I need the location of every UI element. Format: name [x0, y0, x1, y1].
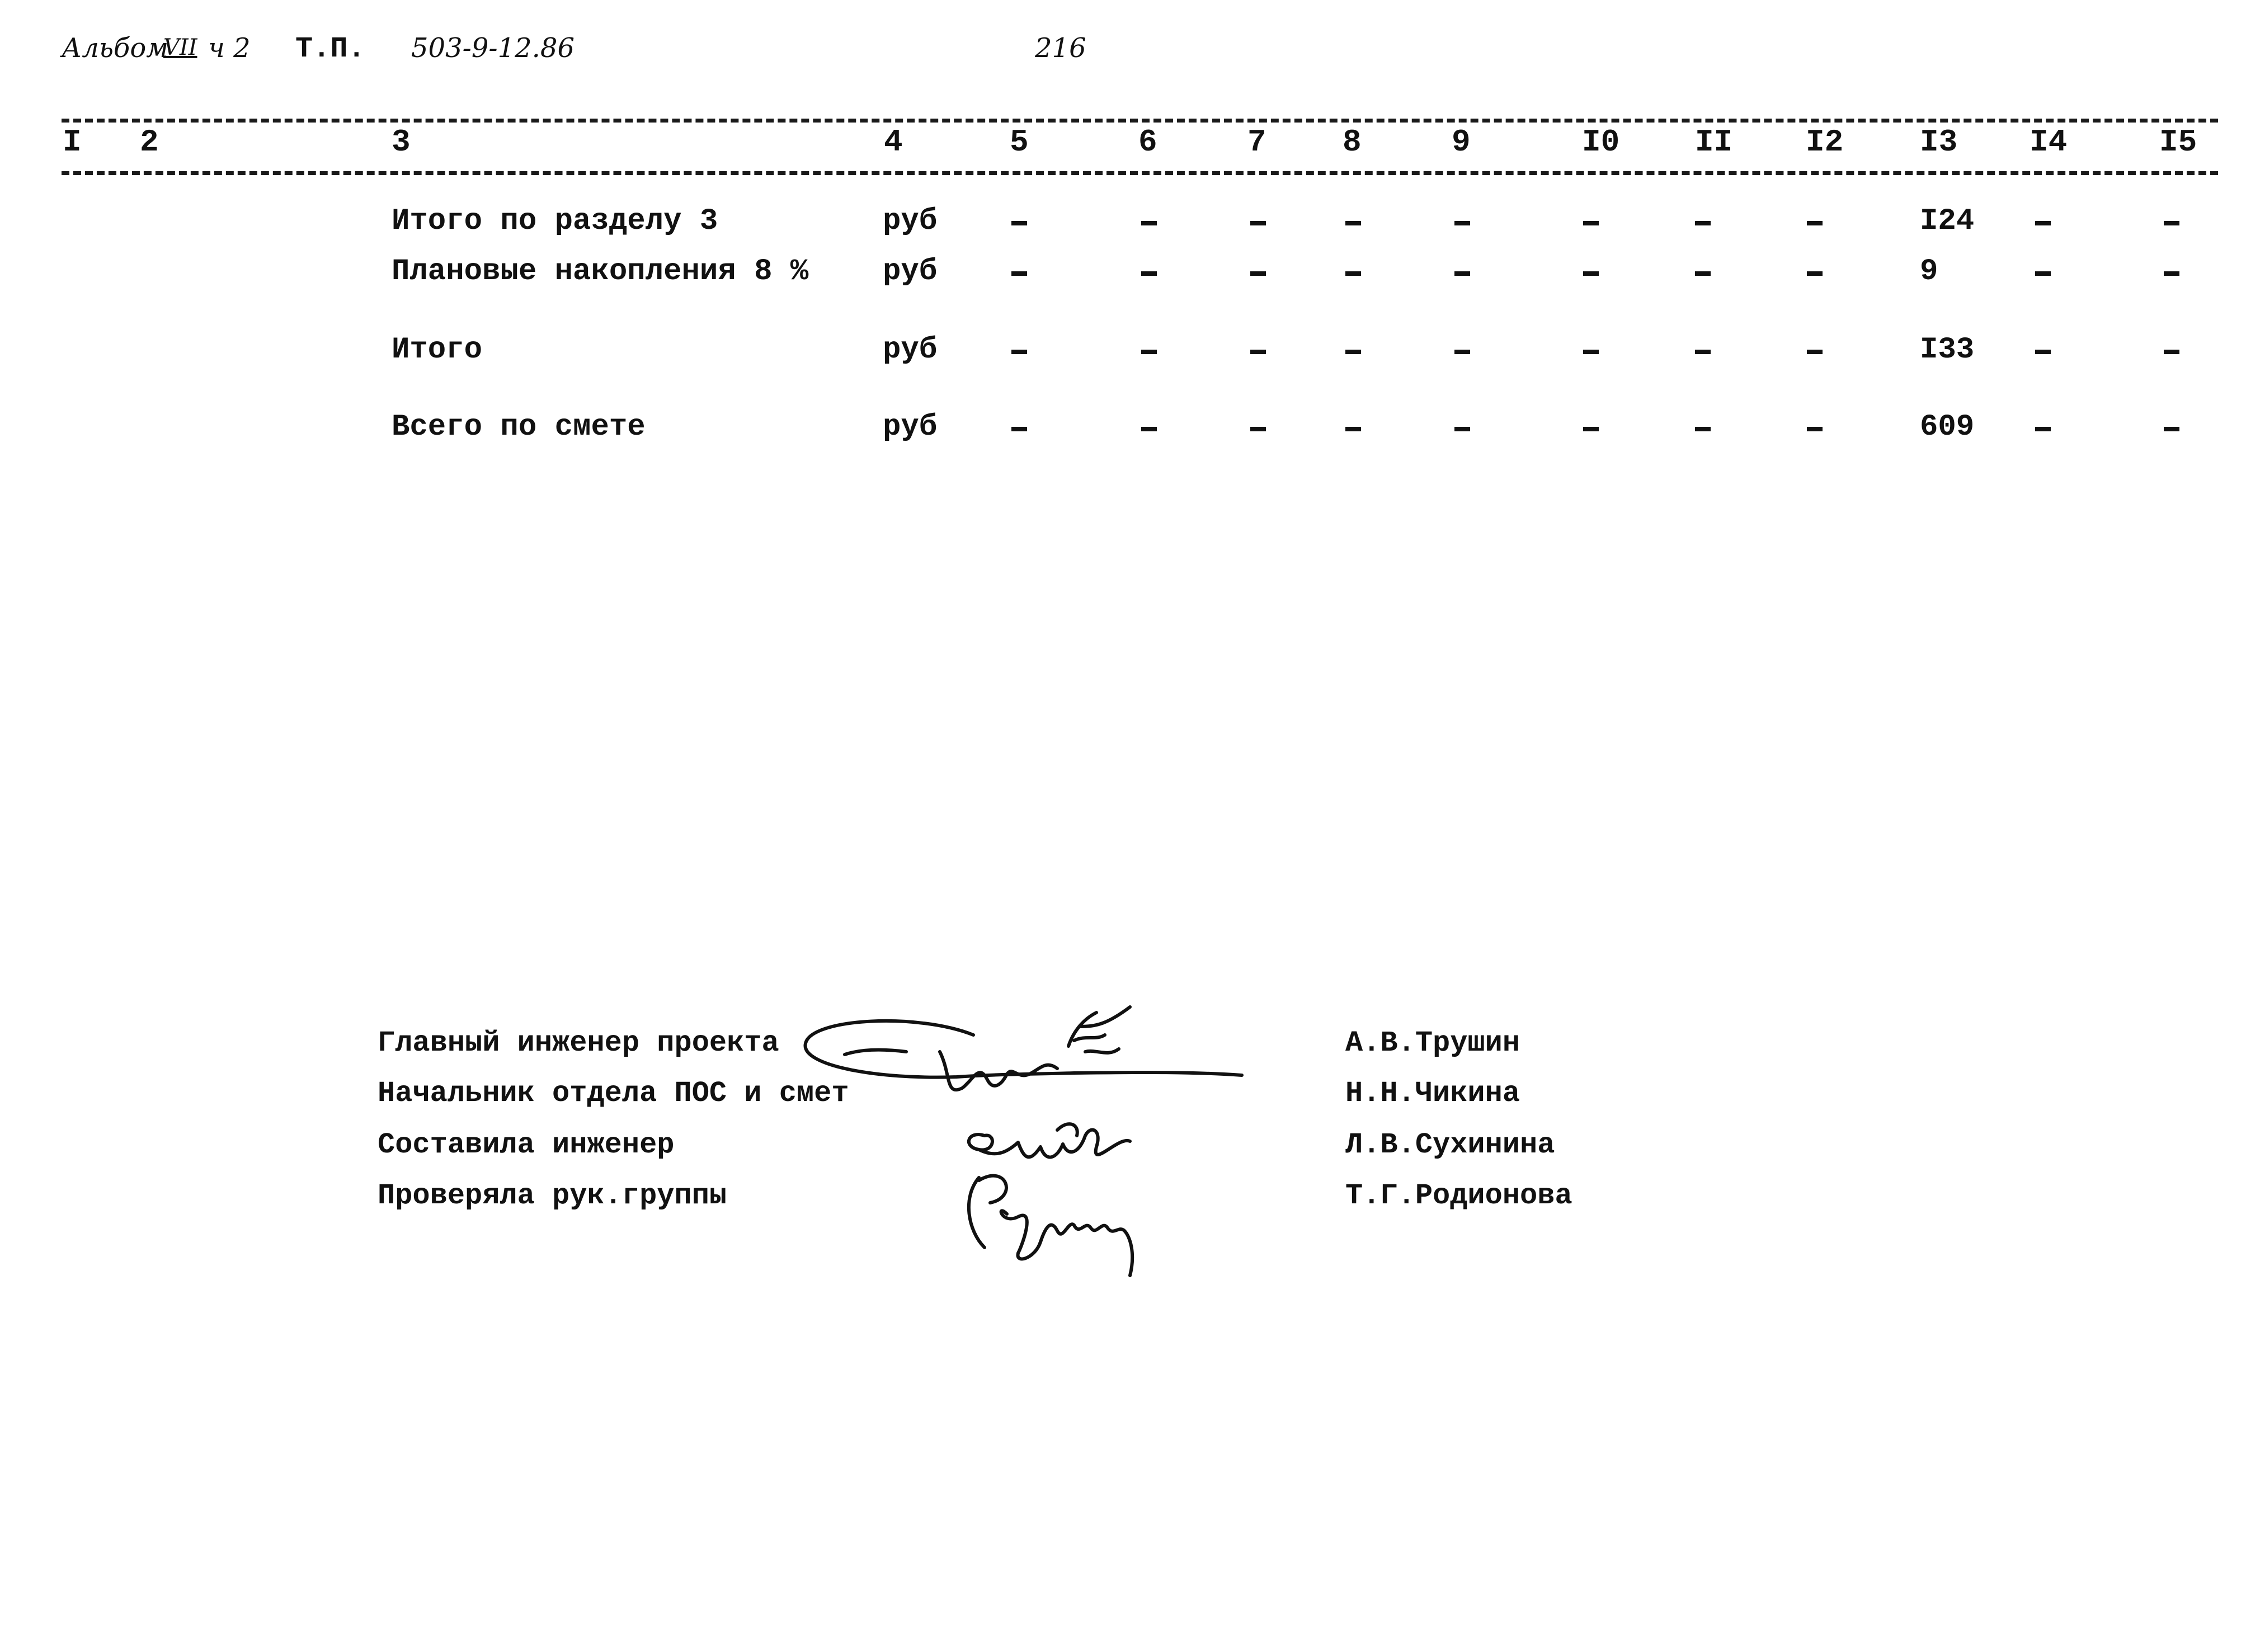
empty-cell-dash	[1583, 221, 1599, 225]
empty-cell-dash	[1011, 350, 1027, 354]
col-number-4: 4	[884, 124, 903, 160]
empty-cell-dash	[2035, 350, 2051, 354]
signature-name: Т.Г.Родионова	[1345, 1179, 1572, 1212]
col-number-2: 2	[140, 124, 159, 160]
empty-cell-dash	[1807, 427, 1823, 431]
row-label-total: Итого	[392, 333, 483, 367]
empty-cell-dash	[1141, 427, 1157, 431]
album-label: Альбом	[62, 32, 169, 64]
empty-cell-dash	[1141, 350, 1157, 354]
col-number-12: I2	[1806, 124, 1844, 160]
empty-cell-dash	[1807, 271, 1823, 276]
col-number-8: 8	[1343, 124, 1362, 160]
row-unit: руб	[883, 333, 938, 367]
empty-cell-dash	[1583, 350, 1599, 354]
col-number-1: I	[63, 124, 82, 160]
empty-cell-dash	[1345, 427, 1361, 431]
empty-cell-dash	[1141, 271, 1157, 276]
row-label-estimate-total: Всего по смете	[392, 410, 646, 444]
row-unit: руб	[883, 410, 938, 444]
empty-cell-dash	[1250, 221, 1266, 225]
col-number-7: 7	[1247, 124, 1266, 160]
empty-cell-dash	[1583, 271, 1599, 276]
album-number: VII	[163, 35, 197, 60]
col-number-13: I3	[1920, 124, 1958, 160]
empty-cell-dash	[1695, 271, 1711, 276]
empty-cell-dash	[1345, 221, 1361, 225]
signature-role: Проверяла рук.группы	[378, 1179, 727, 1212]
header-top-rule	[62, 119, 2218, 123]
signature-role: Начальник отдела ПОС и смет	[378, 1077, 849, 1110]
empty-cell-dash	[2035, 427, 2051, 431]
col-number-14: I4	[2030, 124, 2068, 160]
album-part: ч 2	[208, 32, 251, 64]
signature-compiler	[969, 1130, 1130, 1157]
empty-cell-dash	[1250, 271, 1266, 276]
col-number-11: II	[1695, 124, 1733, 160]
empty-cell-dash	[1345, 350, 1361, 354]
empty-cell-dash	[2164, 271, 2179, 276]
row-value-col13: I33	[1920, 333, 1975, 367]
empty-cell-dash	[2035, 271, 2051, 276]
empty-cell-dash	[2164, 221, 2179, 225]
header-bottom-rule	[62, 171, 2218, 175]
empty-cell-dash	[1141, 221, 1157, 225]
empty-cell-dash	[1583, 427, 1599, 431]
empty-cell-dash	[1454, 350, 1470, 354]
row-value-col13: 9	[1920, 255, 1938, 289]
col-number-3: 3	[392, 124, 411, 160]
page-number: 216	[1035, 32, 1086, 64]
empty-cell-dash	[2164, 350, 2179, 354]
row-value-col13: 609	[1920, 410, 1975, 444]
empty-cell-dash	[1011, 427, 1027, 431]
empty-cell-dash	[1250, 427, 1266, 431]
empty-cell-dash	[1695, 427, 1711, 431]
row-label-planned-savings: Плановые накопления 8 %	[392, 255, 809, 289]
col-number-5: 5	[1010, 124, 1029, 160]
col-number-15: I5	[2159, 124, 2197, 160]
empty-cell-dash	[1807, 221, 1823, 225]
signature-role: Главный инженер проекта	[378, 1027, 779, 1060]
empty-cell-dash	[1454, 271, 1470, 276]
empty-cell-dash	[1807, 350, 1823, 354]
empty-cell-dash	[1454, 221, 1470, 225]
project-code: 503-9-12.86	[411, 32, 575, 64]
signature-name: Л.В.Сухинина	[1345, 1128, 1555, 1161]
tp-label: Т.П.	[295, 32, 365, 65]
col-number-10: I0	[1582, 124, 1620, 160]
signature-name: А.В.Трушин	[1345, 1027, 1520, 1060]
empty-cell-dash	[1250, 350, 1266, 354]
row-label-section-total: Итого по разделу 3	[392, 204, 718, 238]
empty-cell-dash	[1345, 271, 1361, 276]
empty-cell-dash	[2035, 221, 2051, 225]
row-unit: руб	[883, 204, 938, 238]
signature-name: Н.Н.Чикина	[1345, 1077, 1520, 1110]
empty-cell-dash	[1454, 427, 1470, 431]
empty-cell-dash	[1011, 271, 1027, 276]
handwritten-signatures	[794, 996, 1298, 1287]
row-unit: руб	[883, 255, 938, 289]
row-value-col13: I24	[1920, 204, 1975, 238]
signature-reviewer	[969, 1176, 1132, 1276]
empty-cell-dash	[1011, 221, 1027, 225]
col-number-9: 9	[1452, 124, 1471, 160]
signature-role: Составила инженер	[378, 1128, 675, 1161]
col-number-6: 6	[1138, 124, 1157, 160]
empty-cell-dash	[1695, 350, 1711, 354]
empty-cell-dash	[1695, 221, 1711, 225]
empty-cell-dash	[2164, 427, 2179, 431]
